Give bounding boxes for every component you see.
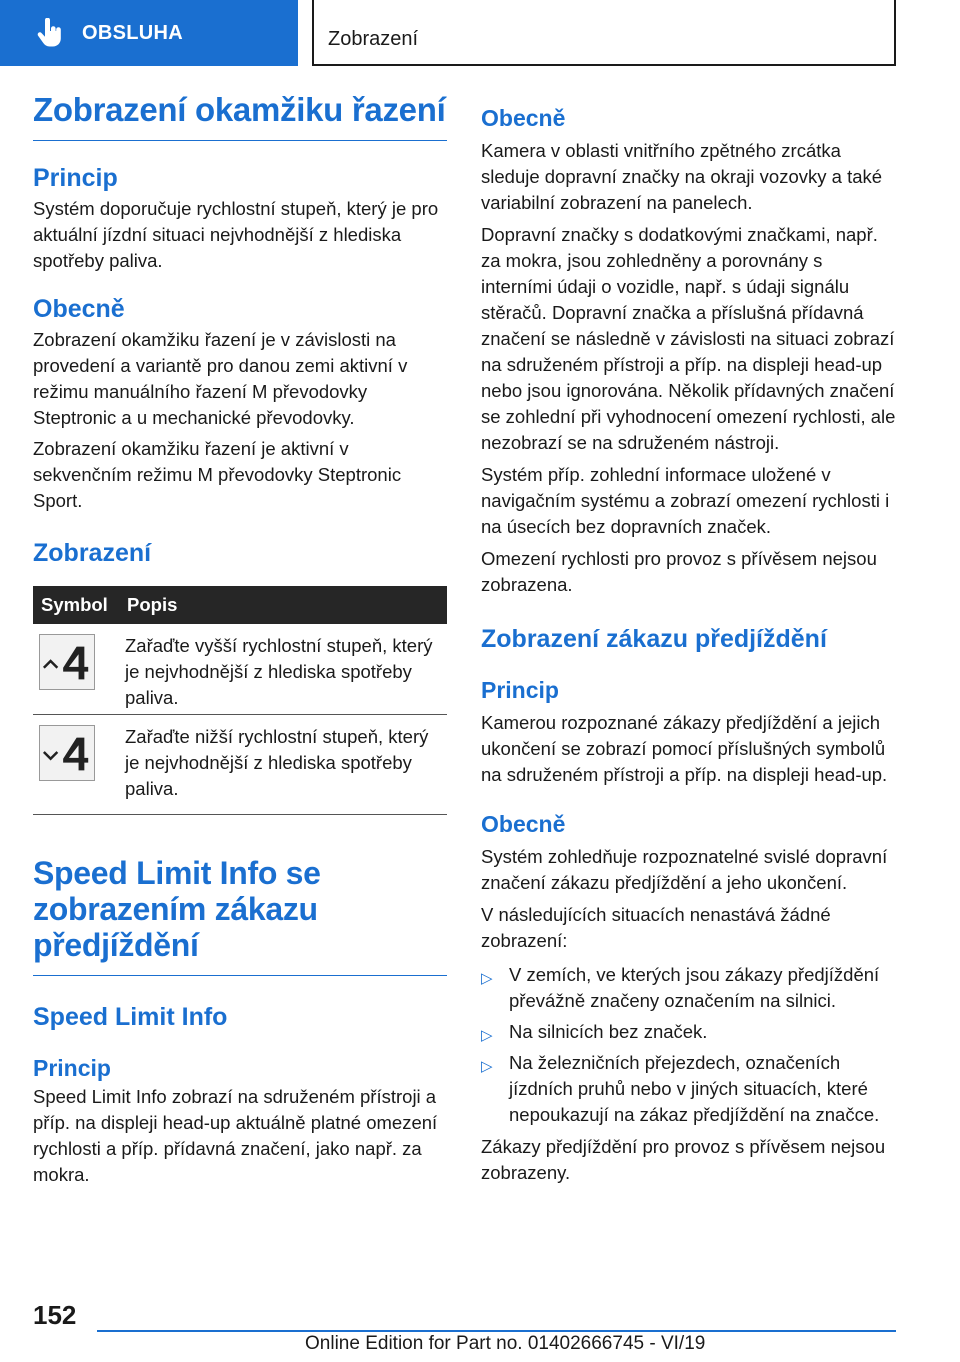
heading-no-overtaking-obecne: Obecně (481, 811, 566, 837)
bullet-triangle-icon: ▷ (481, 970, 493, 987)
situations-intro: V následujících situacích nenastává žádné zobrazení: (481, 904, 831, 951)
no-overtaking-obecne-text: Systém zohledňuje rozpoznatelné svislé dopravní značení zákazu předjíždění a jeho ukončení. (481, 846, 888, 893)
bullet-triangle-icon: ▷ (481, 1058, 493, 1075)
table-cell-text: Zařaďte vyšší rychlostní stupeň, který je nejvhodnější z hlediska spotřeby paliva. (119, 624, 447, 714)
heading-sli-princip: Princip (33, 1054, 111, 1081)
right-column (481, 104, 896, 1186)
heading-princip: Princip (33, 164, 118, 192)
list-item: ▷ Na železničních přejezdech, označeních jízdních pruhů nebo v jiných situacích, které nepoukazují na zákaz předjíždění na značce. (481, 1052, 880, 1125)
bullet-triangle-icon: ▷ (481, 1027, 493, 1044)
table-header-popis: Popis (119, 586, 447, 624)
paragraph-trailer: Omezení rychlosti pro provoz s přívěsem nejsou zobrazena. (481, 548, 877, 595)
paragraph-camera: Kamera v oblasti vnitřního zpětného zrcátka sleduje dopravní značky na okraji vozovky a také variabilní zobrazení na panelech. (481, 140, 883, 213)
situations-list (481, 962, 896, 1128)
footer-edition: Online Edition for Part no. 01402666745 - VI/19 (305, 1333, 706, 1354)
heading-no-overtaking: Zobrazení zákazu předjíždění (481, 625, 827, 653)
heading-no-overtaking-princip: Princip (481, 677, 559, 703)
heading-obecne-right: Obecně (481, 105, 566, 131)
obecne-text-2: Zobrazení okamžiku řazení je aktivní v sekvenčním režimu M převodovky Steptronic Sport. (33, 438, 402, 511)
symbol-table (33, 586, 447, 815)
table-row (33, 714, 447, 814)
paragraph-navigation: Systém příp. zohlední informace uložené v navigačním systému a zobrazí omezení rychlosti i na úsecích bez dopravních značek. (481, 464, 890, 537)
heading-sli: Speed Limit Info (33, 1002, 228, 1031)
obecne-text-1: Zobrazení okamžiku řazení je v závislosti na provedení a variantě pro danou zemi aktivní v režimu manuálního řazení M převodovky Steptronic a u mechanické převodovky. (33, 329, 408, 428)
table-cell-text: Zařaďte nižší rychlostní stupeň, který je nejvhodnější z hlediska spotřeby paliva. (119, 714, 447, 814)
page-number: 152 (33, 1300, 77, 1330)
list-item: ▷ V zemích, ve kterých jsou zákazy předjíždění převážně značeny označením na silnici. (481, 964, 880, 1011)
shift-up-icon (39, 634, 95, 690)
section-label: OBSLUHA (82, 21, 183, 44)
shift-down-icon (39, 725, 95, 781)
footer-divider (97, 1330, 896, 1332)
section-tab[interactable] (0, 0, 298, 66)
table-row (33, 624, 447, 714)
left-column (33, 92, 447, 1188)
final-text: Zákazy předjíždění pro provoz s přívěsem nejsou zobrazeny. (481, 1136, 886, 1183)
heading-shift-indicator: Zobrazení okamžiku řazení (33, 92, 447, 141)
list-item: ▷ Na silnicích bez značek. (481, 1019, 896, 1045)
hand-pointer-icon (36, 18, 64, 48)
table-header-row (33, 586, 447, 624)
paragraph-signs: Dopravní značky s dodatkovými značkami, např. za mokra, jsou zohledněny a porovnány s interními údaji o vozidle, např. s údaji signálu stěračů. Dopravní značka a příslušná přídavná značení se následně v závislosti na situaci zobrazí na sdruženém přístroji a příp. na displeji head-up nebo jsou ignorována. Několik přídavných značení se zohlední při vyhodnocení omezení rychlosti, ale nezobrazí se na sdruženém nástroji. (481, 224, 896, 453)
no-overtaking-princip-text: Kamerou rozpoznané zákazy předjíždění a jejich ukončení se zobrazí pomocí příslušných symbolů na sdruženém přístroji a příp. na displeji head-up. (481, 712, 888, 785)
chapter-label: Zobrazení (328, 28, 419, 50)
heading-zobrazeni: Zobrazení (33, 539, 152, 567)
sli-princip-text: Speed Limit Info zobrazí na sdruženém přístroji a příp. na displeji head-up aktuálně platné omezení rychlosti a příp. přídavná značení, jako např. za mokra. (33, 1085, 438, 1185)
heading-speed-limit-info: Speed Limit Info se zobrazením zákazu předjíždění (33, 855, 447, 976)
heading-obecne: Obecně (33, 295, 125, 323)
table-header-symbol: Symbol (33, 586, 119, 624)
chapter-tab[interactable] (312, 0, 896, 66)
princip-text: Systém doporučuje rychlostní stupeň, který je pro aktuální jízdní situaci nejvhodnější z hlediska spotřeby paliva. (33, 198, 439, 271)
